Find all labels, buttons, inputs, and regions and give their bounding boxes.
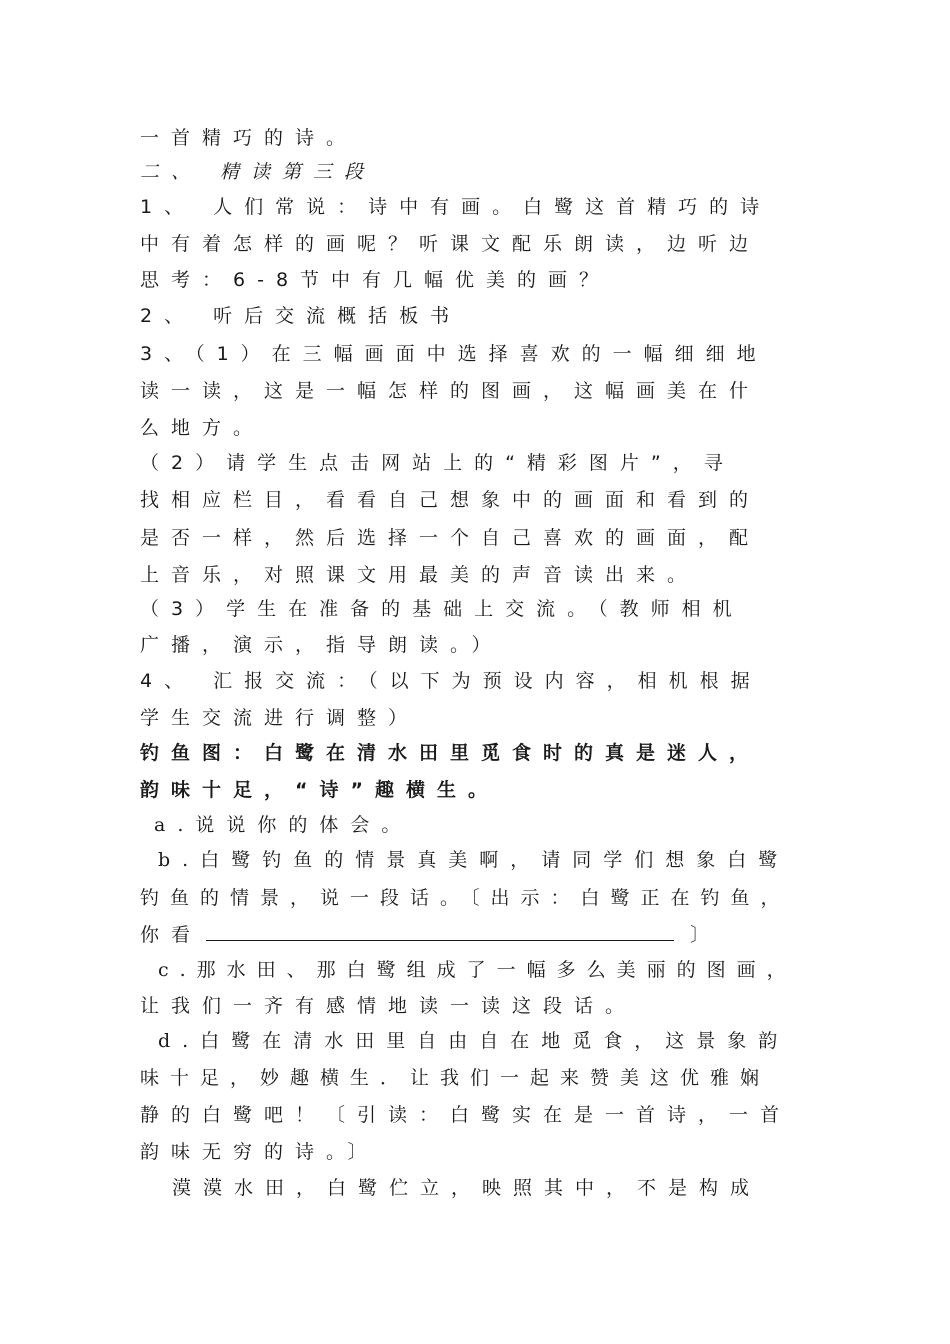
blank-prefix: 你看 <box>140 924 203 946</box>
text-line: a.说说你的体会。 <box>154 814 413 836</box>
text-line: 味十足，妙趣横生．让我们一起来赞美这优雅娴 <box>140 1067 771 1089</box>
text-line: 广播，演示，指导朗读。） <box>140 634 503 656</box>
bold-text-line: 钓鱼图：白鹭在清水田里觅食时的真是迷人， <box>140 742 761 764</box>
text-line: 漠漠水田，白鹭伫立，映照其中，不是构成 <box>172 1177 762 1199</box>
text-line: 4、 汇报交流：（以下为预设内容，相机根据 <box>140 670 762 692</box>
text-line: 钓鱼的情景，说一段话。〔出示：白鹭正在钓鱼， <box>140 887 791 909</box>
text-line: 3、（1）在三幅画面中选择喜欢的一幅细细地 <box>140 343 768 365</box>
text-line: 让我们一齐有感情地读一读这段话。 <box>140 995 637 1017</box>
text-line: 读一读，这是一幅怎样的图画，这幅画美在什 <box>140 380 761 402</box>
text-line-with-blank <box>140 922 721 947</box>
section-heading: 二、 精读第三段 <box>140 161 376 183</box>
text-line: （3）学生在准备的基础上交流。（教师相机 <box>140 598 744 620</box>
text-line: c.那水田、那白鹭组成了一幅多么美丽的图画， <box>158 959 797 981</box>
text-line: 1、 人们常说：诗中有画。白鹭这首精巧的诗 <box>140 196 772 218</box>
text-line: d.白鹭在清水田里自由自在地觅食，这景象韵 <box>158 1030 790 1052</box>
text-line: 上音乐，对照课文用最美的声音读出来。 <box>140 564 699 586</box>
text-line: 思考：6-8节中有几幅优美的画？ <box>140 269 611 291</box>
text-line: 是否一样，然后选择一个自己喜欢的画面，配 <box>140 527 761 549</box>
text-line: 学生交流进行调整） <box>140 707 420 729</box>
text-line: 找相应栏目，看看自己想象中的画面和看到的 <box>140 489 761 511</box>
fill-in-blank <box>206 922 674 941</box>
text-line: 一首精巧的诗。 <box>140 127 358 149</box>
text-line: 韵味无穷的诗。〕 <box>140 1141 379 1163</box>
blank-suffix: 〕 <box>690 924 722 946</box>
text-line: （2）请学生点击网站上的“精彩图片”，寻 <box>140 452 735 474</box>
text-line: 中有着怎样的画呢？听课文配乐朗读，边听边 <box>140 233 761 255</box>
text-line: 2、 听后交流概括板书 <box>140 305 462 327</box>
text-line: 静的白鹭吧！〔引读：白鹭实在是一首诗，一首 <box>140 1104 792 1126</box>
bold-text-line: 韵味十足，“诗”趣横生。 <box>140 779 499 801</box>
text-line: b.白鹭钓鱼的情景真美啊，请同学们想象白鹭 <box>158 849 790 871</box>
text-line: 么地方。 <box>140 417 265 439</box>
